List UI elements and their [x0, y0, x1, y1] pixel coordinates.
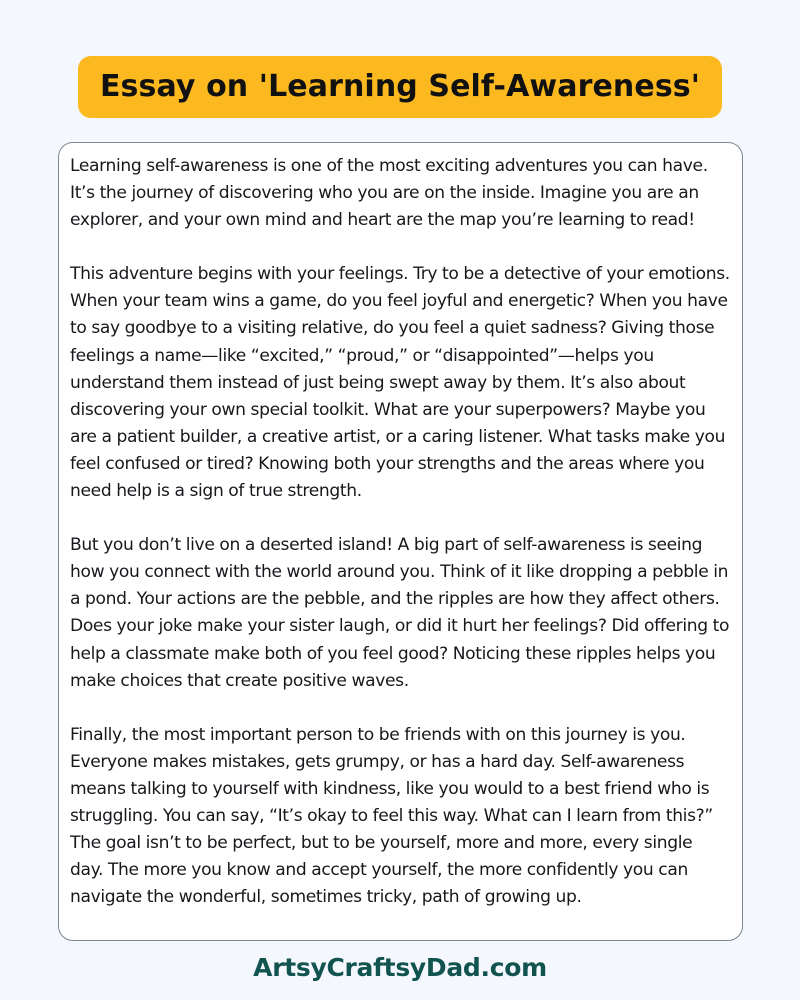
essay-paragraph-3: But you don’t live on a deserted island! A big part of self-awareness is seeing how you connect with the world around you. Think of it like dropping a pebble in a pond. Your actions are the pebble, and the ripples are how they affect others. Does your joke make your sister laugh, or did it hurt her feelings? Did offering to help a classmate make both of you feel good? Noticing these ripples helps you make choices that create positive waves.: [70, 535, 730, 691]
title-banner: [78, 56, 722, 118]
footer: [0, 955, 800, 981]
essay-paragraph-4: Finally, the most important person to be friends with on this journey is you. Everyone makes mistakes, gets grumpy, or has a hard day. Self-awareness means talking to yourself with kindness, like you would to a best friend who is struggling. You can say, “It’s okay to feel this way. What can I learn from this?” The goal isn’t to be perfect, but to be yourself, more and more, every single day. The more you know and accept yourself, the more confidently you can navigate the wonderful, sometimes tricky, path of growing up.: [70, 724, 713, 908]
essay-paragraph-2: This adventure begins with your feelings. Try to be a detective of your emotions. When your team wins a game, do you feel joyful and energetic? When you have to say goodbye to a visiting relative, do you feel a quiet sadness? Giving those feelings a name—like “excited,” “proud,” or “disappointed”—helps you understand them instead of just being swept away by them. It’s also about discovering your own special toolkit. What are your superpowers? Maybe you are a patient builder, a creative artist, or a caring listener. What tasks make you feel confused or tired? Knowing both your strengths and the areas where you need help is a sign of true strength.: [70, 264, 730, 502]
essay-card: [58, 142, 743, 941]
essay-paragraph-1: Learning self-awareness is one of the most exciting adventures you can have. It’s the journey of discovering who you are on the inside. Imagine you are an explorer, and your own mind and heart are the map you’re learning to read!: [70, 156, 708, 231]
site-brand-label: ArtsyCraftsyDad.com: [253, 953, 547, 982]
essay-body: [70, 153, 730, 911]
page-title: Essay on 'Learning Self-Awareness': [99, 69, 701, 104]
